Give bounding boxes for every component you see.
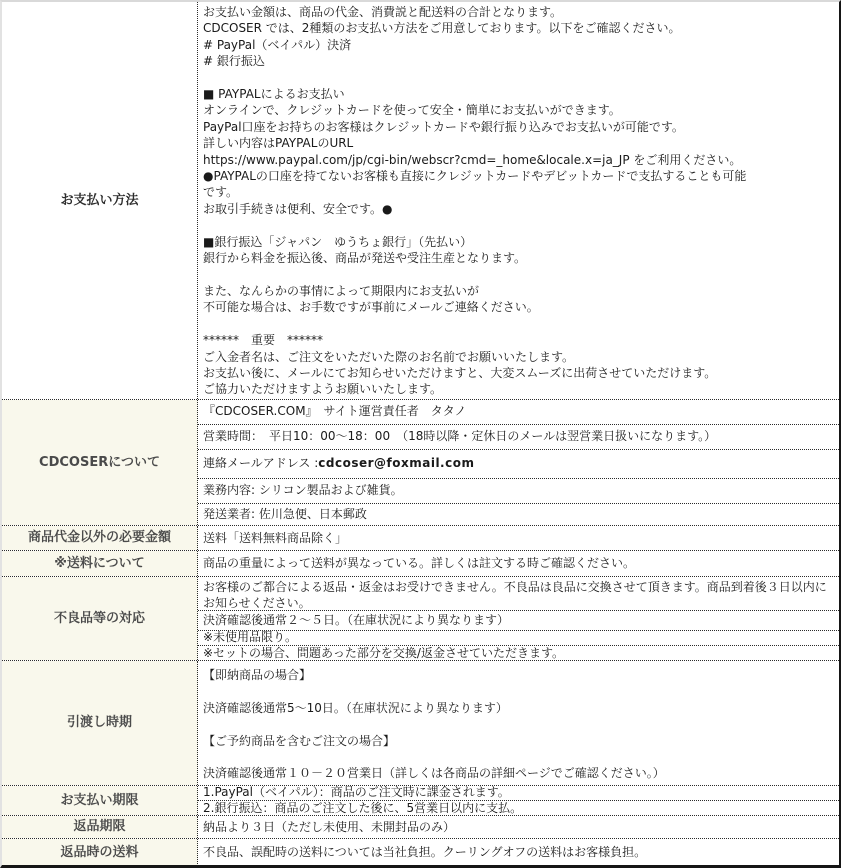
text-line: ■銀行振込「ジャパン ゆうちょ銀行」（先払い）: [203, 234, 473, 249]
table-row-delivery-time: [2, 661, 839, 786]
text-line: ****** 重要 ******: [203, 333, 324, 348]
text-line: ご協力いただけますようお願いいたします。: [203, 382, 443, 397]
table-row-about-cdcoser: [2, 400, 839, 526]
row-label-payment-method: お支払い方法: [2, 2, 198, 399]
row-content-about-shipping: 商品の重量によって送料が異なっている。詳しくは註文する時ご確認ください。: [198, 551, 839, 576]
text-line: 詳しい内容はPAYPALのURL: [203, 136, 354, 151]
row-label-defective-items: 不良品等の対応: [2, 577, 198, 660]
row-label-return-shipping: 返品時の送料: [2, 839, 198, 866]
text-line: 銀行から料金を振込後、商品が発送や受注生産となります。: [203, 251, 527, 266]
contact-email-address: cdcoser@foxmail.com: [318, 456, 475, 471]
contact-email-row: [198, 450, 839, 479]
shipping-company-row: 発送業者: 佐川急便、日本郵政: [203, 506, 367, 521]
row-label-extra-fees: 商品代金以外の必要金額: [2, 526, 198, 550]
deadline-bank-row: 2.銀行振込：商品のご注文した後に、5営業日以内に支払。: [203, 800, 523, 815]
table-row-return-deadline: [2, 816, 839, 839]
text-line: https://www.paypal.com/jp/cgi-bin/webscr?cmd=_home&locale.x=ja_JP をご利用ください。: [203, 152, 742, 167]
defective-unused-row: ※未使用品限り。: [198, 631, 839, 646]
text-line: [203, 70, 835, 86]
payment-method-text: [198, 2, 839, 398]
text-line: お支払い後に、メールにてお知らせいただけますと、大変スムーズに出荷させていただけます。: [203, 365, 717, 380]
defective-policy-row: お客様のご都合による返品・返金はお受けできません。不良品は良品に交換させて頂きます。商品到着後３日以内にお知らせください。: [198, 577, 839, 611]
row-label-return-deadline: 返品期限: [2, 816, 198, 838]
row-label-payment-deadline: お支払い期限: [2, 786, 198, 815]
text-line: お支払い金額は、商品の代金、消費説と配送料の合計となります。: [203, 5, 563, 19]
row-content-payment-method: [198, 2, 839, 399]
text-line: オンラインで、クレジットカードを使って安全・簡単にお支払いができます。: [203, 103, 621, 118]
business-content-row: 業務内容: シリコン製品および雑貨。: [198, 479, 839, 504]
text-line: # PayPal（ベイパル）決済: [203, 37, 352, 52]
text-line: PayPal口座をお持ちのお客様はクレジットカードや銀行振り込みでお支払いが可能です。: [203, 119, 684, 134]
text-line: お取引手続きは便利、安全です。●: [203, 201, 393, 216]
table-row-about-shipping: [2, 551, 839, 577]
site-manager-row: 『CDCOSER.COM』 サイト運営責任者 タタノ: [198, 400, 839, 425]
text-line: ご入金者名は、ご注文をいただいた際のお名前でお願いいたします。: [203, 349, 575, 364]
text-line: [203, 267, 835, 283]
row-content-extra-fees: 送料「送料無料商品除く」: [198, 526, 839, 550]
text-line: 決済確認後通常5～10日。（在庫状況により異なります）: [203, 700, 508, 715]
text-line: [203, 716, 835, 732]
table-row-payment-deadline: [2, 786, 839, 816]
row-label-delivery-time: 引渡し時期: [2, 661, 198, 785]
text-line: ■ PAYPALによるお支払い: [203, 87, 345, 102]
table-row-extra-fees: [2, 526, 839, 551]
defective-set-row: ※セットの場合、問題あった部分を交換/返金させていただきます。: [203, 645, 565, 660]
row-content-defective-items: [198, 577, 839, 660]
text-line: CDCOSER では、2種類のお支払い方法をご用意しております。以下をご確認ください。: [203, 21, 681, 36]
text-line: [203, 749, 835, 765]
text-line: 【即納商品の場合】: [203, 668, 312, 682]
text-line: です。: [203, 185, 239, 200]
text-line: また、なんらかの事情によって期限内にお支払いが: [203, 283, 480, 298]
text-line: [203, 683, 835, 699]
text-line: 不可能な場合は、お手数ですが事前にメールご連絡ください。: [203, 300, 539, 315]
row-content-about-cdcoser: [198, 400, 839, 525]
text-line: 【ご予約商品を含むご注文の場合】: [203, 733, 396, 748]
row-content-payment-deadline: [198, 786, 839, 815]
row-content-delivery-time: [198, 661, 839, 785]
business-hours-row: 営業時間： 平日10：00～18：00 （18時以降・定休日のメールは翌営業日扱いになります。）: [198, 425, 839, 450]
table-row-payment-method: [2, 2, 839, 400]
text-line: ●PAYPALの口座を持てないお客様も直接にクレジットカードやデビットカードで支払することも可能: [203, 169, 747, 184]
table-row-defective-items: [2, 577, 839, 661]
row-content-return-shipping: 不良品、誤配時の送料については当社負担。クーリングオフの送料はお客様負担。: [198, 839, 839, 866]
text-line: [203, 217, 835, 233]
text-line: [203, 316, 835, 332]
table-row-return-shipping: [2, 839, 839, 866]
deadline-paypal-row: 1.PayPal（ベイパル）：商品のご注文時に課金されます。: [198, 786, 839, 801]
text-line: # 銀行振込: [203, 54, 265, 69]
defective-processing-row: 決済確認後通常２～５日。（在庫状況により異なります）: [198, 611, 839, 631]
row-label-about-cdcoser: CDCOSERについて: [2, 400, 198, 525]
text-line: 決済確認後通常１０－２０営業日（詳しくは各商品の詳細ページでご確認ください。）: [203, 766, 665, 781]
row-label-about-shipping: ※送料について: [2, 551, 198, 576]
row-content-return-deadline: 納品より３日（ただし未使用、未開封品のみ）: [198, 816, 839, 838]
contact-email-label: 連絡メールアドレス :: [203, 456, 319, 471]
delivery-time-text: [198, 661, 839, 782]
